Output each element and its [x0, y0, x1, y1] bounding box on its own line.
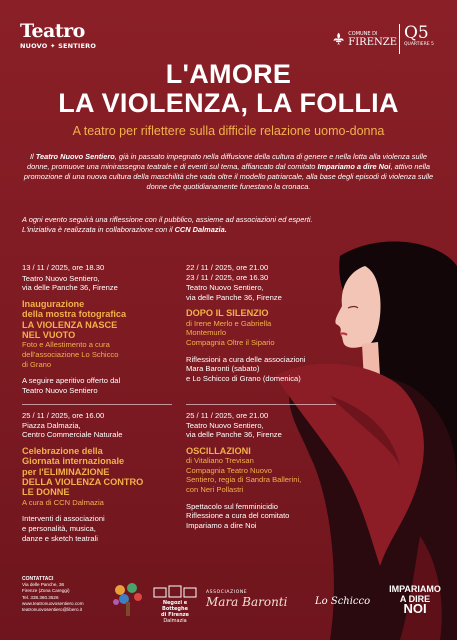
event-title: Celebrazione della [22, 445, 103, 456]
contacts-block [22, 576, 112, 613]
assoc-label: ASSOCIAZIONE [206, 590, 248, 595]
event-title: LE DONNE [22, 487, 70, 498]
imp-text: IMPARIAMO [389, 584, 441, 594]
assoc-signature: Mara Baronti [206, 595, 288, 609]
event-place: Teatro Nuovo Sentiero, [186, 283, 264, 293]
impariamo-a-dire-noi-logo [380, 584, 450, 614]
main-title [0, 60, 457, 118]
event-title: LA VIOLENZA NASCE [22, 319, 118, 330]
contact-phone: Tel. 338.360.3526 [22, 594, 59, 600]
q5-text: Q5 [404, 23, 429, 43]
event-note: e personalità, musica, [22, 524, 96, 533]
logo-subtitle: NUOVO ✦ SENTIERO [20, 42, 97, 50]
sponsors-row [110, 576, 450, 626]
event-credit: di Vitaliano Trevisan [186, 456, 254, 466]
teatro-logo [20, 22, 100, 50]
divider [22, 404, 172, 405]
intro-bold: Impariamo a dire Noi [317, 162, 391, 171]
event-credit: con Neri Pollastri [186, 484, 244, 494]
event-note: Riflessioni a cura delle associazioni [186, 354, 306, 364]
event-2 [186, 263, 346, 383]
event-address: Centro Commerciale Naturale [22, 430, 123, 440]
event-credit: dell'associazione Lo Schicco [22, 350, 119, 359]
event-note: Mara Baronti (sabato) [186, 364, 260, 374]
q5-small: QUARTIERE 5 [404, 42, 434, 47]
divider [186, 404, 336, 405]
imp-text: NOI [403, 601, 427, 616]
title-line-2: LA VIOLENZA, LA FOLLIA [58, 88, 399, 118]
negozi-text: Negozi e Botteghe [162, 600, 188, 612]
event-title: DELLA VIOLENZA CONTRO [22, 477, 144, 487]
imp-text: A DIRE [399, 594, 431, 604]
event-note: e Lo Schicco di Grano (domenica) [186, 373, 301, 383]
negozi-text: Dalmazia [163, 618, 187, 624]
event-note: Spettacolo sul femminicidio [186, 501, 279, 511]
event-date: 22 / 11 / 2025, ore 21.00 [186, 263, 269, 272]
event-4 [186, 411, 346, 530]
lo-schicco-logo: Lo Schicco [315, 596, 371, 607]
intro-paragraph-2 [22, 215, 322, 235]
comune-big: FIRENZE [348, 36, 397, 48]
event-credit: A cura di CCN Dalmazia [22, 497, 104, 507]
comune-text [348, 31, 397, 48]
contact-email: teatronuovosentiero@libero.it [22, 607, 83, 613]
event-3 [22, 411, 182, 543]
event-place: Teatro Nuovo Sentiero, [22, 273, 100, 283]
event-title: per l'ELIMINAZIONE [22, 466, 110, 477]
event-credit: Compagnia Oltre il Sipario [186, 337, 275, 347]
event-credit: Sentiero, regia di Sandra Ballerini, [186, 475, 302, 485]
quartiere-logo [399, 24, 439, 54]
event-credit: Compagnia Teatro Nuovo [186, 465, 272, 475]
event-title: della mostra fotografica [22, 309, 127, 320]
negozi-botteghe-logo [150, 584, 200, 624]
negozi-text: di Firenze [161, 612, 189, 618]
event-note: Impariamo a dire Noi [186, 520, 257, 530]
intro-text: Il [30, 152, 36, 161]
event-note: danze e sketch teatrali [22, 533, 98, 543]
event-note: Riflessione a cura del comitato [186, 511, 290, 521]
comune-logo [333, 24, 397, 54]
event-title: Inaugurazione [22, 298, 85, 309]
logo-title: Teatro [20, 20, 85, 42]
intro-bold: Teatro Nuovo Sentiero [35, 152, 115, 161]
intro-text: , già in passato impegnato nella diffusione della cultura di genere e nella lotta alla violenza sulle donne, promuove una minirassegna teatrale e di eventi sul tema, affiancato dal comitato [26, 152, 427, 171]
event-address: via delle Panche 36, Firenze [186, 430, 282, 440]
event-date: 23 / 11 / 2025, ore 16.30 [186, 272, 269, 282]
event-title: OSCILLAZIONI [186, 445, 251, 456]
event-credit: di Irene Merlo e Gabriella [186, 318, 272, 328]
event-note: A seguire aperitivo offerto dal [22, 376, 121, 386]
contact-website: www.teatronuovosentiero.com [22, 600, 84, 606]
contact-zone: Firenze (Zona Careggi) [22, 588, 70, 594]
event-address: via delle Panche 36, Firenze [22, 283, 118, 293]
contacts-heading: CONTATTACI [22, 576, 54, 582]
event-1 [22, 263, 182, 395]
florence-lily-icon [333, 28, 344, 50]
title-line-1: L'AMORE [165, 59, 292, 89]
intro-text: A ogni evento seguirà una riflessione con il pubblico, assieme ad associazioni ed esperti. L'iniziativa è realizzata in collaborazione con il [22, 215, 313, 234]
event-date: 25 / 11 / 2025, ore 21.00 [186, 411, 269, 420]
intro-text: , attivo nella promozione di una nuova cultura della maschilità che vada oltre il modello patriarcale, alla base degli episodi di violenza sulle donne che quotidianamente funestano la cronaca. [23, 162, 434, 191]
event-title: Giornata internazionale [22, 456, 125, 467]
tree-logo-icon [110, 580, 146, 620]
shops-icon [153, 584, 197, 598]
subtitle: A teatro per riflettere sulla difficile relazione uomo-donna [72, 124, 385, 138]
intro-paragraph [22, 152, 435, 192]
event-credit: Foto e Allestimento a cura [22, 340, 110, 350]
event-title: NEL VUOTO [22, 330, 76, 340]
contact-address: Via delle Panche, 36 [22, 582, 65, 588]
event-note: Teatro Nuovo Sentiero [22, 385, 98, 395]
event-title: DOPO IL SILENZIO [186, 308, 269, 319]
event-date: 13 / 11 / 2025, ore 18.30 [22, 263, 105, 272]
event-note: Interventi di associazioni [22, 514, 105, 524]
event-place: Piazza Dalmazia, [22, 420, 81, 430]
event-place: Teatro Nuovo Sentiero, [186, 420, 264, 430]
event-address: via delle Panche 36, Firenze [186, 292, 282, 302]
event-credit: Montemurlo [186, 328, 227, 338]
comune-small: COMUNE DI [348, 30, 378, 37]
event-date: 25 / 11 / 2025, ore 16.00 [22, 411, 105, 420]
intro-bold: CCN Dalmazia. [174, 225, 227, 234]
associazione-mara-baronti-logo [206, 590, 316, 609]
event-credit: di Grano [22, 359, 52, 369]
